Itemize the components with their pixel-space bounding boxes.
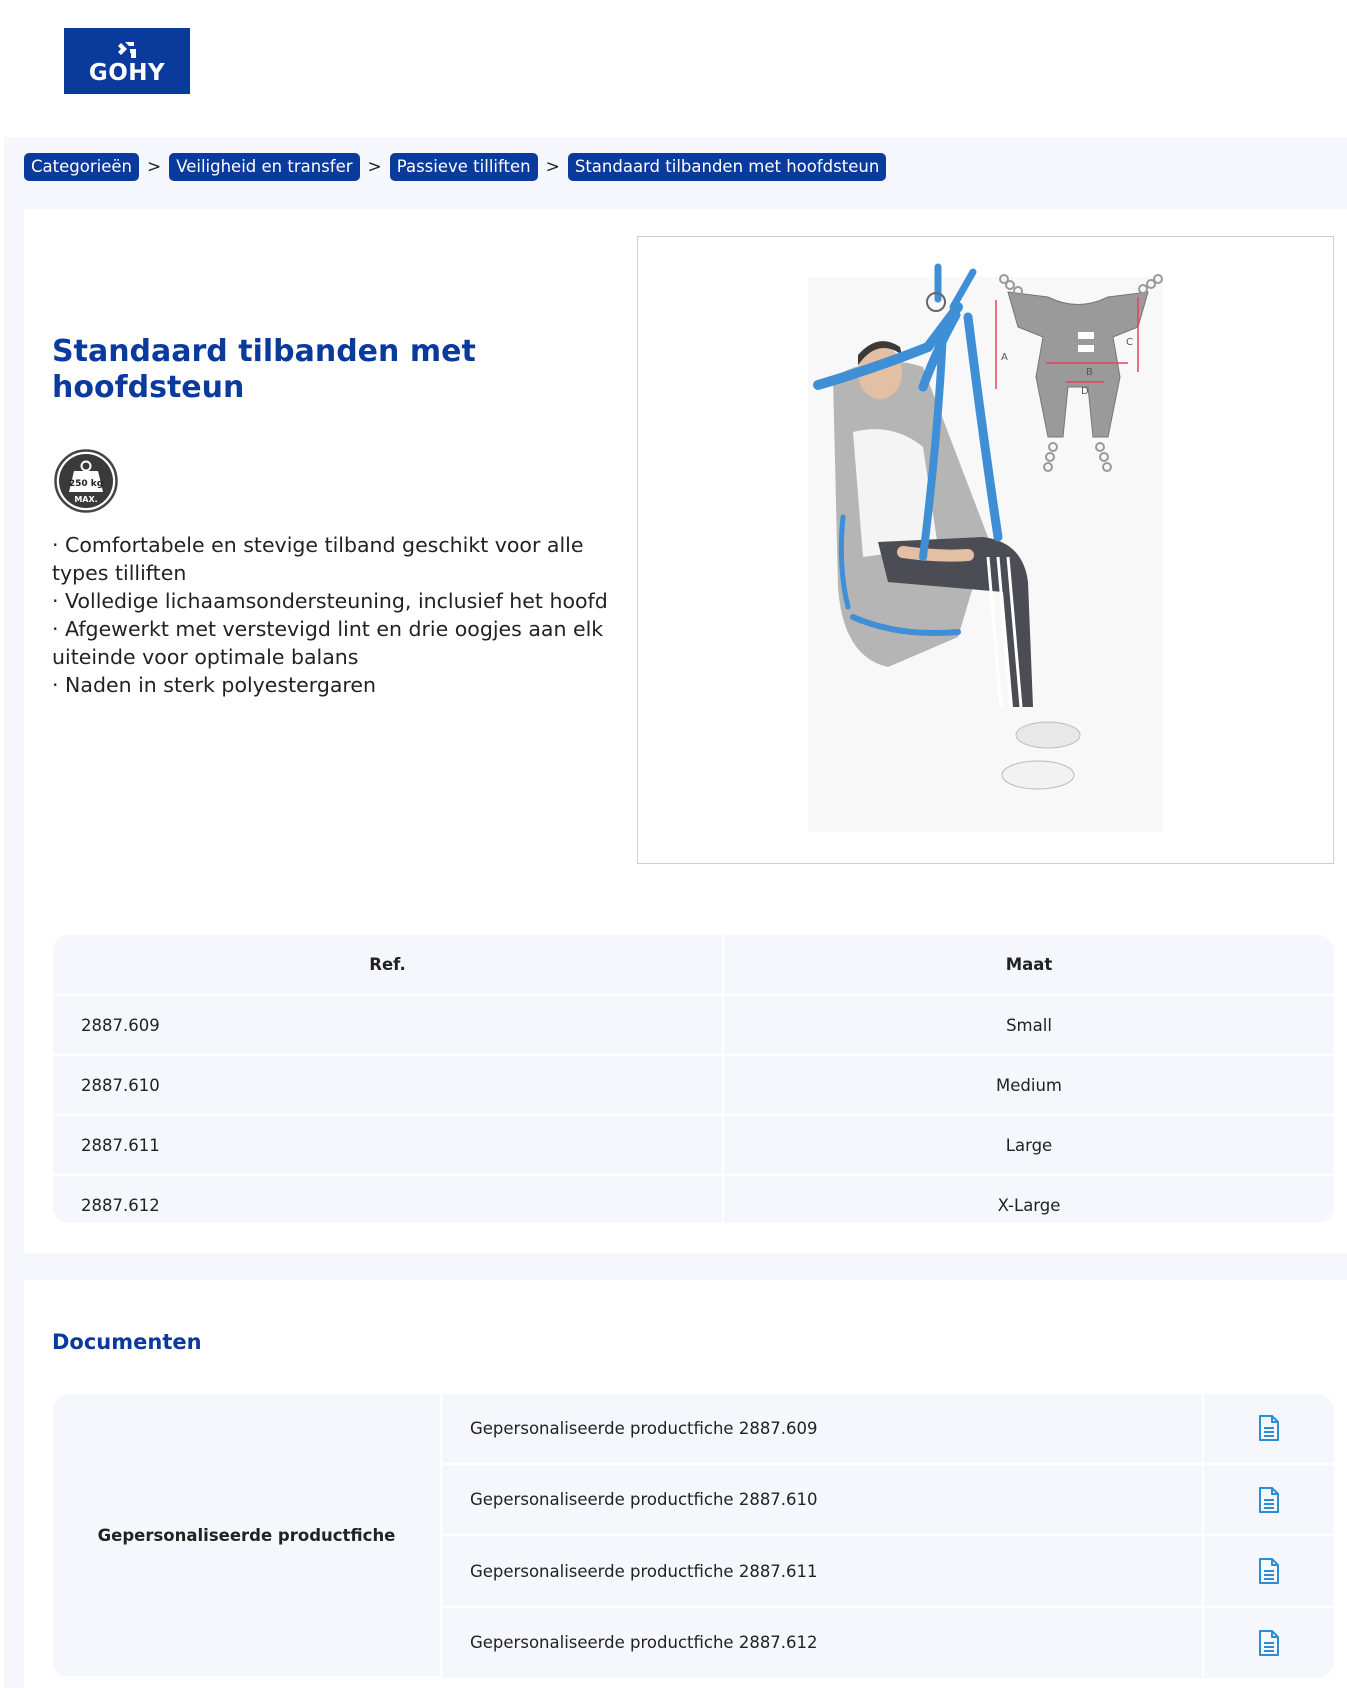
dimension-label-c: C [1126,337,1133,348]
document-icon[interactable] [1258,1557,1280,1585]
document-name: Gepersonaliseerde productfiche 2887.611 [441,1535,1203,1607]
sling-illustration [638,237,1333,863]
gohy-logo[interactable] [64,28,190,94]
documents-title: Documenten [52,1330,202,1354]
breadcrumb-separator: > [146,157,162,177]
dimension-label-a: A [1001,352,1008,363]
breadcrumb-item-passieve-tilliften[interactable]: Passieve tilliften [390,153,538,181]
breadcrumb-separator: > [367,157,382,177]
breadcrumb-separator: > [545,157,560,177]
feature-item: · Naden in sterk polyestergaren [52,671,622,699]
weight-limit-icon [54,449,118,513]
document-row [53,1394,1334,1464]
dimension-label-b: B [1086,367,1093,378]
dimension-label-d: D [1081,386,1089,397]
document-name: Gepersonaliseerde productfiche 2887.609 [441,1394,1203,1464]
size-cell: Large [723,1115,1334,1175]
column-header-ref: Ref. [53,935,723,995]
document-name: Gepersonaliseerde productfiche 2887.610 [441,1464,1203,1536]
breadcrumb-item-current-product[interactable]: Standaard tilbanden met hoofdsteun [568,153,886,181]
document-icon[interactable] [1258,1629,1280,1657]
ref-cell: 2887.611 [53,1115,723,1175]
breadcrumb-item-categorieen[interactable]: Categorieën [24,153,139,181]
table-row [53,995,1334,1055]
ref-cell: 2887.609 [53,995,723,1055]
breadcrumb [24,153,886,181]
product-title: Standaard tilbanden met hoofdsteun [52,334,476,405]
table-row [53,1055,1334,1115]
feature-item: · Afgewerkt met verstevigd lint en drie oogjes aan elk uiteinde voor optimale balans [52,615,622,671]
feature-item: · Volledige lichaamsondersteuning, inclusief het hoofd [52,587,622,615]
max-weight-badge [54,449,118,513]
size-cell: Small [723,995,1334,1055]
ref-cell: 2887.610 [53,1055,723,1115]
logo-mark-icon [112,39,142,61]
ref-cell: 2887.612 [53,1175,723,1223]
document-name: Gepersonaliseerde productfiche 2887.612 [441,1607,1203,1677]
ref-table [53,935,1334,1223]
size-cell: Medium [723,1055,1334,1115]
badge-weight-text: 250 kg [68,479,104,489]
feature-item: · Comfortabele en stevige tilband geschikt voor alle types tilliften [52,531,622,587]
table-row [53,1115,1334,1175]
feature-list [52,531,622,699]
document-icon[interactable] [1258,1414,1280,1442]
table-row [53,1175,1334,1223]
document-category: Gepersonaliseerde productfiche [53,1394,441,1677]
size-cell: X-Large [723,1175,1334,1223]
documents-table [53,1394,1334,1678]
document-icon[interactable] [1258,1486,1280,1514]
badge-max-text: MAX. [74,495,98,504]
product-image[interactable] [637,236,1334,864]
breadcrumb-item-veiligheid-en-transfer[interactable]: Veiligheid en transfer [169,153,359,181]
column-header-maat: Maat [723,935,1334,995]
logo-text: GOHY [88,59,166,86]
